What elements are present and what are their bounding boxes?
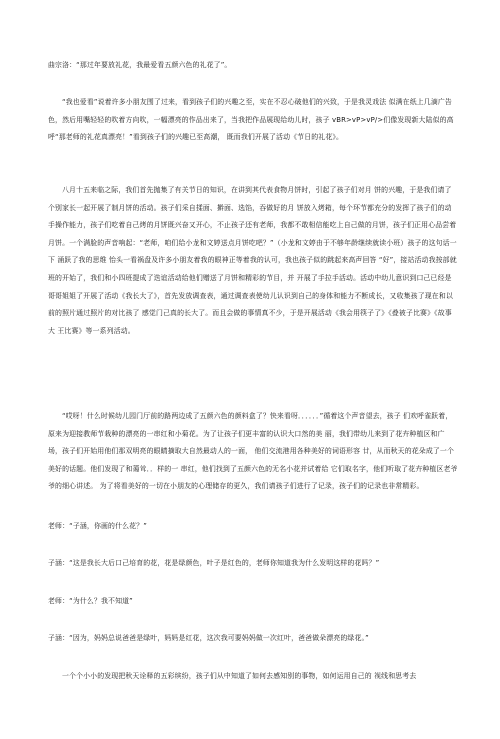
paragraph-4: “哎呀！什么时候幼儿园门厅前的路两边成了五颜六色的颜料盒了？快来看呀．．．．．．”循着这个声音望去，孩子 们欢呼雀跃着，原来为迎接教师节栽种的漂亮的一串红和小菊花。为了让孩子们更丰富的认识大口然的美 丽，我们带幼儿来到了花卉种植区和广场，孩子们开始用他们那双明亮的眼睛摘取大自然最动人的一面， 他们交流港用各种美好的词语形容 廿，从而秋天的花朵成了一个美好的话题。他们发现了和蔼耸．．样的一 串红，他们找到了五颜六色的无名小花并试着给 它们取名字，他们听取了花卉种植区老爷爷的细心讲述。 为了将看美好的一切在小朋友的心理储存的更久，我们请孩子们进行了记录，孩子们的记录也非常精彩。 bbox=[48, 412, 458, 491]
paragraph-3: 八月十五来临之际，我们首先抛集了有关节日的知识，在讲到其代表食物月饼时，引起了孩子们对月 饼的兴趣，于是我们请了个别家长一起开展了制月饼的活动。孩子们采自揉面、擀面、选馅，吞做好的月 饼放入烤箱，每个环节都充分的发挥了孩子们的动手操作能力，孩子们吃着自己烤的月饼既兴奋又开心，不止孩子还有老师，我都不敢相信能吃上自己做的月饼，孩子们正用心品尝着月饼。一个满脸的声音响起：“老师，咱们给小龙和文婷送点月饼吃吧？”（小龙和文婷由于不够年龄继续就读小班）孩子的这句话一下 涌跃了我的思维 怡头一看祸盘及许多小朋友着我的眼神正等着我的认可，我也孩子似的跳起来高声回答 “好”，接站活动我按部就班的开始了，我们和小四班提成了迭谊活动给他们赠送了月饼和精彩的节目，并 开展了手拉手活动。活动中幼儿意识到口己已经是哥哥姐姐了开展了活动《我长大了》，首先发放调查表，通过调查表使幼儿认识到自己的身体和能力不断成长，又收集孩了现在和以前的照片通过照片的对比孩了 感觉门己真的长大了。而且会做的事情真不少，于是开展活动《我会用筷子了》《叠被子比赛》《故事大 王比赛》等一系列活动。 bbox=[48, 186, 457, 335]
paragraph-1: 曲宗洛：“那过年要放礼花，我最爱看五颜六色的礼花了”。 bbox=[48, 61, 232, 69]
paragraph-7: 老师：“为什么？我不知道” bbox=[48, 597, 133, 605]
paragraph-2: “我也爱看”说着许多小朋友围了过来，看到孩子们的兴趣之至，实在不忍心破他们的兴致，于是我灵戏法 似满在纸上几滴广告色，然后用嘴轻轻的吹着方向吹，一幅漂亮的作品出来了，当我把作品展现给幼儿时，孩子 vBR>vP>vP/>们像发现新大陆似的高呼“那老师的礼花真漂亮！”看到孩子们的兴趣已至高潮， 既而我们开展了活动《节日的礼花》。 bbox=[48, 98, 454, 142]
paragraph-8: 子涵：“因为，妈妈总说爸爸是绿叶，妈妈是红花，这次我可要妈妈做一次红叶，爸爸做朵漂亮的绿花。” bbox=[48, 634, 369, 642]
paragraph-6: 子涵：“这是我长大后口己培育的花，花是绿颜色，叶子是红色的，老师你知道我为什么发明这样的花吗？” bbox=[48, 559, 380, 567]
paragraph-9: 一个个小小的发现把秋天诠释的五彩缤纷，孩子们从中知道了如何去感知别的事物，如何运用自己的 视线和思考去 bbox=[62, 672, 417, 680]
paragraph-5: 老师：“子涵，你画的什么花？” bbox=[48, 522, 147, 530]
